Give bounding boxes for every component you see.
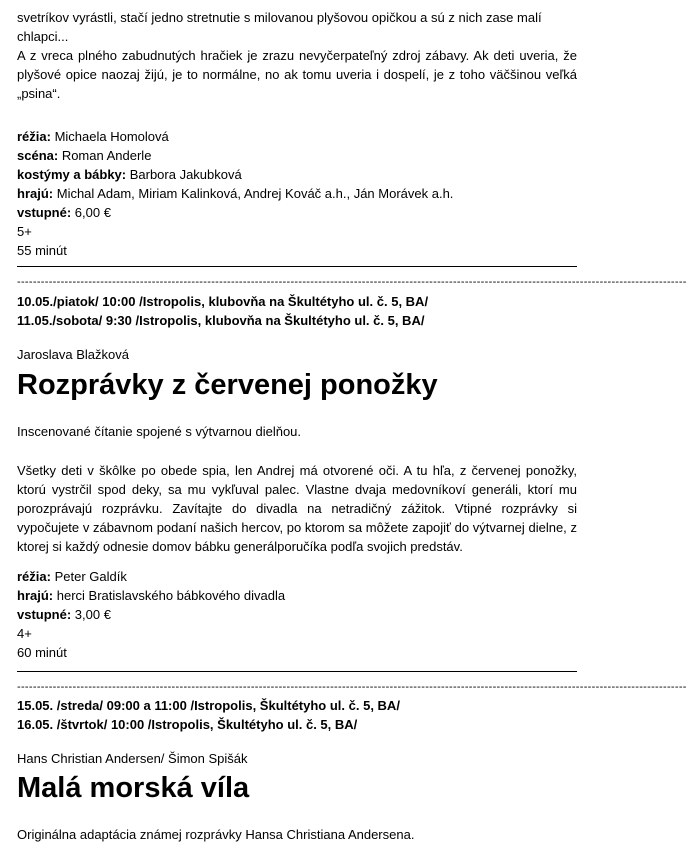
separator-line bbox=[17, 671, 577, 672]
vstupne-label: vstupné: bbox=[17, 205, 72, 220]
intro-paragraph-2: A z vreca plného zabudnutých hračiek je zrazu nevyčerpateľný zdroj zábavy. Ak deti uveria, že plyšové opice naozaj žijú, je to normálne, no ak tomu uveria i dospelí, je z toho väčšinou veľká „psina“. bbox=[17, 48, 577, 101]
event-date-1: 10.05./piatok/ 10:00 /Istropolis, klubovňa na Škultétyho ul. č. 5, BA/ bbox=[17, 294, 429, 309]
scena-value: Roman Anderle bbox=[58, 148, 152, 163]
duration: 55 minút bbox=[17, 243, 67, 258]
event-title: Rozprávky z červenej ponožky bbox=[17, 369, 438, 401]
separator-dashes: ------------------------------------------------------------------------------------------------------------------------------------------------------------------------- bbox=[17, 276, 687, 288]
vstupne-value: 6,00 € bbox=[71, 205, 111, 220]
event-author: Jaroslava Blažková bbox=[17, 347, 129, 362]
event-date-2: 16.05. /štvrtok/ 10:00 /Istropolis, Škultétyho ul. č. 5, BA/ bbox=[17, 717, 358, 732]
event-date-1: 15.05. /streda/ 09:00 a 11:00 /Istropolis, Škultétyho ul. č. 5, BA/ bbox=[17, 698, 400, 713]
vstupne-label: vstupné: bbox=[17, 607, 72, 622]
separator-dashes: ------------------------------------------------------------------------------------------------------------------------------------------------------------------------- bbox=[17, 681, 687, 693]
kostymy-value: Barbora Jakubková bbox=[126, 167, 242, 182]
credits-block-2 bbox=[17, 567, 577, 662]
rezia-value: Peter Galdík bbox=[50, 569, 127, 584]
rezia-value: Michaela Homolová bbox=[50, 129, 169, 144]
event-subtitle: Inscenované čítanie spojené s výtvarnou dielňou. bbox=[17, 424, 302, 439]
hraju-label: hrajú: bbox=[17, 588, 54, 603]
credits-block-1 bbox=[17, 127, 577, 260]
duration: 60 minút bbox=[17, 645, 67, 660]
event-author: Hans Christian Andersen/ Šimon Spišák bbox=[17, 751, 248, 766]
age-rating: 5+ bbox=[17, 224, 32, 239]
rezia-label: réžia: bbox=[17, 129, 51, 144]
hraju-value: Michal Adam, Miriam Kalinková, Andrej Kováč a.h., Ján Morávek a.h. bbox=[53, 186, 454, 201]
vstupne-value: 3,00 € bbox=[71, 607, 111, 622]
intro-paragraph-1: svetríkov vyrástli, stačí jedno stretnutie s milovanou plyšovou opičkou a sú z nich zase malí chlapci... bbox=[17, 10, 542, 44]
hraju-value: herci Bratislavského bábkového divadla bbox=[53, 588, 286, 603]
kostymy-label: kostýmy a bábky: bbox=[17, 167, 127, 182]
rezia-label: réžia: bbox=[17, 569, 51, 584]
event-title: Malá morská víla bbox=[17, 772, 250, 804]
age-rating: 4+ bbox=[17, 626, 32, 641]
scena-label: scéna: bbox=[17, 148, 59, 163]
hraju-label: hrajú: bbox=[17, 186, 54, 201]
event-subtitle: Originálna adaptácia známej rozprávky Hansa Christiana Andersena. bbox=[17, 827, 415, 842]
separator-line bbox=[17, 266, 577, 267]
event-description: Všetky deti v škôlke po obede spia, len Andrej má otvorené oči. A tu hľa, z červenej ponožky, ktorú vystrčil spod deky, sa mu vykľuval palec. Vlastne dvaja medovníkoví generáli, ktorí mu porozprávajú rozprávku. Zavítajte do divadla na netradičný zážitok. Vtipné rozprávky si vypočujete v zábavnom podaní našich hercov, po ktorom sa môžete zapojiť do výtvarnej dielne, z ktorej si každý odnesie domov bábku generálporučíka podľa svojich predstáv. bbox=[17, 463, 577, 554]
event-date-2: 11.05./sobota/ 9:30 /Istropolis, klubovňa na Škultétyho ul. č. 5, BA/ bbox=[17, 313, 425, 328]
